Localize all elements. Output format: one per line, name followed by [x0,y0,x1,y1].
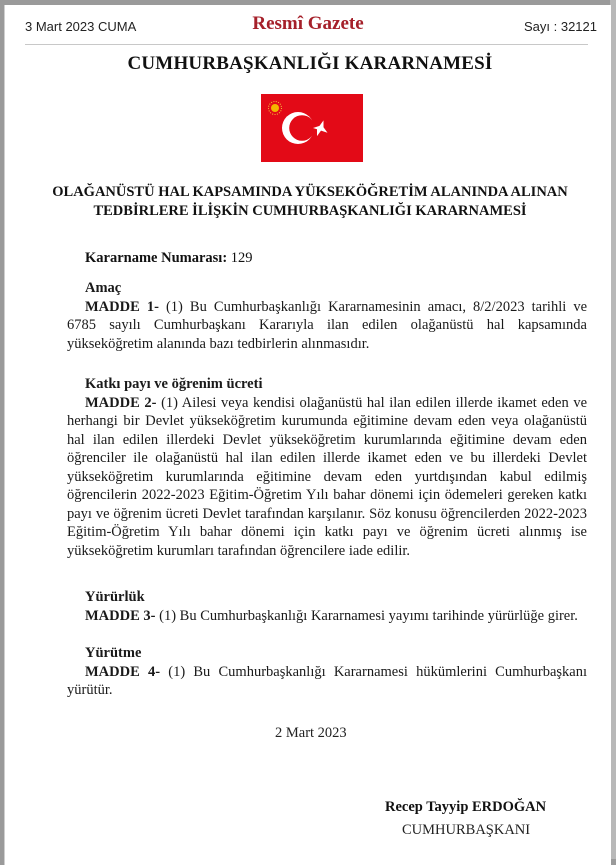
article-number: MADDE 4- [85,663,161,680]
article-paragraph [67,394,587,561]
signatory-role: CUMHURBAŞKANI [402,822,531,838]
article-paragraph [67,607,587,626]
article-text: (1) Ailesi veya kendisi olağanüstü hal ilan edilen illerde ikamet eden ve herhangi bir Devlet yükseköğretim kurumunda eğitimine devam eden veya olağanüstü hal ilan edilen illerdeki Devlet yükseköğretim kurumlarında eğitimine devam eden öğrenciler ile olağanüstü hal ilan edilen illerde ikamet eden ve bu illerdeki Devlet yükseköğretim kurumlarında eğitimine devam eden yurtdışından kabul edilmiş öğrencilerin 2022-2023 Eğitim-Öğretim Yılı bahar dönemi için ödemeleri gereken katkı payı ve öğrenim ücreti Devlet tarafından karşılanır. Söz konusu öğrencilerden 2022-2023 Eğitim-Öğretim Yılı bahar dönemi için katkı payı ve öğrenim ücreti alınmış ise yükseköğretim kurumları tarafından öğrencilere iade edilir. [67,394,587,559]
decree-title [5,183,615,221]
turkish-presidential-flag-icon [261,94,363,162]
publication-title: Resmî Gazete [252,13,364,34]
header-date: 3 Mart 2023 CUMA [25,19,137,34]
gazette-page [4,5,611,865]
decree-title-line-2: TEDBİRLERE İLİŞKİN CUMHURBAŞKANLIĞI KARARNAMESİ [93,203,527,219]
decree-number-label: Kararname Numarası: [85,250,228,266]
decree-number [85,250,253,267]
article-1 [67,279,587,353]
article-text: (1) Bu Cumhurbaşkanlığı Kararnamesi yayımı tarihinde yürürlüğe girer. [159,607,578,624]
signature-date: 2 Mart 2023 [275,725,347,741]
issue-number: Sayı : 32121 [524,19,597,34]
article-text: (1) Bu Cumhurbaşkanlığı Kararnamesi hükümlerini Cumhurbaşkanı yürütür. [67,663,587,698]
article-heading: Yürürlük [85,589,145,605]
article-number: MADDE 3- [85,607,156,624]
header-divider [25,44,588,45]
signatory-name: Recep Tayyip ERDOĞAN [385,799,547,815]
article-3 [67,588,587,625]
article-heading: Yürütme [85,645,142,661]
article-number: MADDE 2- [85,394,157,411]
decree-number-value: 129 [230,250,253,266]
article-heading: Amaç [85,280,122,296]
article-heading: Katkı payı ve öğrenim ücreti [85,376,263,392]
article-4 [67,644,587,700]
article-paragraph [67,663,587,700]
article-2 [67,375,587,560]
decree-title-line-1: OLAĞANÜSTÜ HAL KAPSAMINDA YÜKSEKÖĞRETİM ALANINDA ALINAN [52,184,568,200]
article-text: (1) Bu Cumhurbaşkanlığı Kararnamesinin amacı, 8/2/2023 tarihli ve 6785 sayılı Cumhurbaşkanı Kararıyla ilan edilen olağanüstü hal kapsamında yükseköğretim alanında bazı tedbirlerin alınmasıdır. [67,298,588,352]
article-number: MADDE 1- [85,298,159,315]
article-paragraph [67,298,587,354]
document-type: CUMHURBAŞKANLIĞI KARARNAMESİ [127,53,493,74]
